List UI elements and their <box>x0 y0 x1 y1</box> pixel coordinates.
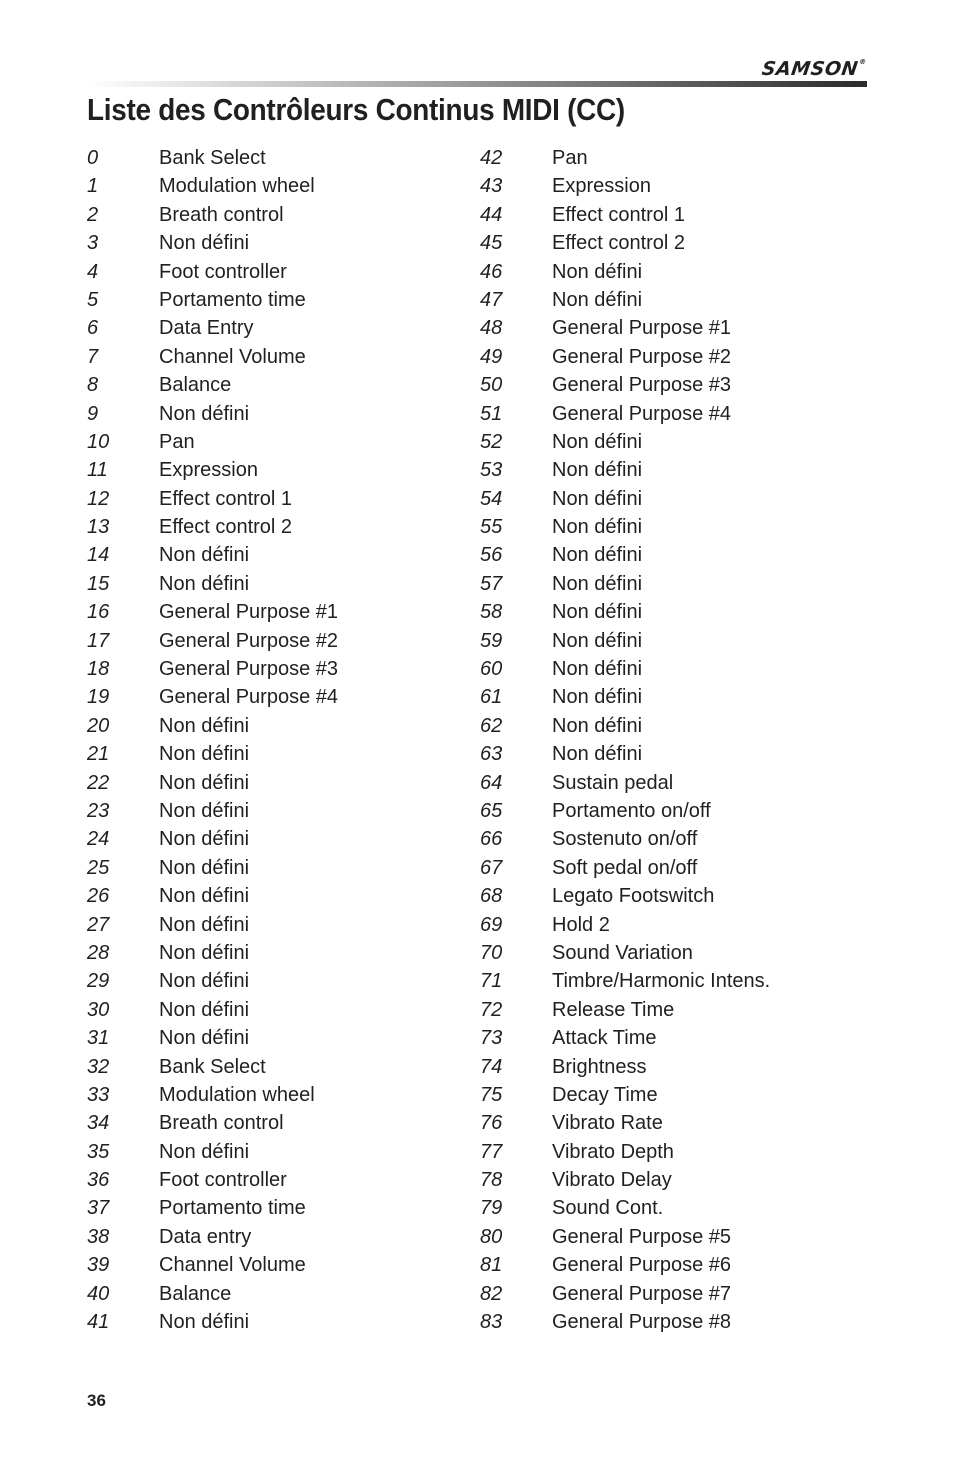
cc-number: 49 <box>480 345 503 368</box>
cc-row <box>87 1138 338 1166</box>
cc-name: General Purpose #1 <box>159 601 339 624</box>
cc-number: 26 <box>87 885 110 908</box>
cc-row <box>480 1053 770 1081</box>
cc-row <box>480 541 770 569</box>
cc-name: Non défini <box>159 828 250 851</box>
cc-number: 1 <box>87 175 99 198</box>
cc-number: 27 <box>87 913 110 936</box>
cc-number: 12 <box>87 487 110 510</box>
cc-name: Non défini <box>552 288 643 311</box>
cc-number: 38 <box>87 1225 110 1248</box>
cc-name: Non défini <box>552 487 643 510</box>
cc-name: Foot controller <box>159 1169 287 1192</box>
cc-row <box>87 1109 338 1137</box>
cc-row <box>87 854 338 882</box>
cc-number: 11 <box>87 459 108 482</box>
cc-name: General Purpose #3 <box>552 374 732 397</box>
cc-name: Non défini <box>159 544 250 567</box>
cc-name: Vibrato Delay <box>552 1169 672 1192</box>
cc-row <box>480 939 770 967</box>
cc-name: Effect control 1 <box>159 487 293 510</box>
cc-row <box>480 1081 770 1109</box>
cc-number: 56 <box>480 544 503 567</box>
cc-number: 9 <box>87 402 99 425</box>
cc-row <box>480 1280 770 1308</box>
cc-row <box>480 229 770 257</box>
cc-name: Vibrato Rate <box>552 1112 663 1135</box>
cc-name: Channel Volume <box>159 1254 306 1277</box>
cc-number: 29 <box>87 970 110 993</box>
cc-number: 55 <box>480 516 503 539</box>
cc-number: 44 <box>480 203 503 226</box>
cc-number: 16 <box>87 601 110 624</box>
cc-row <box>87 513 338 541</box>
cc-name: Non défini <box>159 771 250 794</box>
cc-number: 43 <box>480 175 503 198</box>
cc-name: Modulation wheel <box>159 175 315 198</box>
cc-row <box>480 627 770 655</box>
cc-name: Modulation wheel <box>159 1083 315 1106</box>
cc-row <box>87 627 338 655</box>
cc-number: 36 <box>87 1169 110 1192</box>
cc-name: Portamento time <box>159 288 306 311</box>
cc-name: Pan <box>159 430 195 453</box>
cc-number: 28 <box>87 941 110 964</box>
cc-name: Non défini <box>159 913 250 936</box>
cc-row <box>87 343 338 371</box>
cc-row <box>87 485 338 513</box>
cc-row <box>480 258 770 286</box>
cc-name: Non défini <box>552 260 643 283</box>
cc-name: Non défini <box>552 714 643 737</box>
cc-name: Non défini <box>159 1311 250 1334</box>
cc-number: 50 <box>480 374 503 397</box>
cc-row <box>87 456 338 484</box>
cc-number: 2 <box>87 203 99 226</box>
cc-name: General Purpose #1 <box>552 317 732 340</box>
cc-number: 51 <box>480 402 503 425</box>
cc-name: Non défini <box>552 658 643 681</box>
cc-number: 58 <box>480 601 503 624</box>
cc-number: 65 <box>480 799 503 822</box>
cc-number: 8 <box>87 374 99 397</box>
cc-name: Data entry <box>159 1225 252 1248</box>
cc-name: Non défini <box>552 601 643 624</box>
cc-row <box>480 570 770 598</box>
cc-name: Brightness <box>552 1055 647 1078</box>
cc-name: Non défini <box>159 998 250 1021</box>
cc-name: Non défini <box>552 459 643 482</box>
cc-row <box>480 882 770 910</box>
cc-row <box>480 854 770 882</box>
cc-row <box>87 598 338 626</box>
cc-number: 60 <box>480 658 503 681</box>
cc-name: Non défini <box>159 743 250 766</box>
cc-list-right <box>480 144 770 1336</box>
cc-number: 32 <box>87 1055 110 1078</box>
cc-name: Effect control 2 <box>552 232 686 255</box>
cc-number: 45 <box>480 232 503 255</box>
cc-row <box>87 939 338 967</box>
cc-row <box>480 911 770 939</box>
cc-number: 66 <box>480 828 503 851</box>
cc-name: Channel Volume <box>159 345 306 368</box>
header-rule <box>87 81 867 87</box>
cc-row <box>480 172 770 200</box>
cc-number: 23 <box>87 799 110 822</box>
cc-number: 57 <box>480 572 503 595</box>
cc-name: Non défini <box>159 1027 250 1050</box>
cc-number: 3 <box>87 232 99 255</box>
cc-name: Non défini <box>159 402 250 425</box>
cc-number: 71 <box>480 970 503 993</box>
cc-row <box>480 343 770 371</box>
cc-row <box>87 797 338 825</box>
cc-row <box>87 371 338 399</box>
cc-row <box>480 314 770 342</box>
cc-row <box>480 967 770 995</box>
cc-name: Non défini <box>552 430 643 453</box>
cc-row <box>87 882 338 910</box>
cc-row <box>480 371 770 399</box>
cc-number: 20 <box>87 714 110 737</box>
cc-row <box>480 1024 770 1052</box>
cc-name: Non défini <box>159 572 250 595</box>
cc-row <box>87 1308 338 1336</box>
cc-name: Hold 2 <box>552 913 610 936</box>
cc-number: 78 <box>480 1169 503 1192</box>
cc-row <box>87 1194 338 1222</box>
cc-name: General Purpose #7 <box>552 1282 732 1305</box>
cc-name: General Purpose #8 <box>552 1311 732 1334</box>
brand-logo <box>761 58 868 80</box>
cc-row <box>480 513 770 541</box>
cc-number: 34 <box>87 1112 110 1135</box>
cc-name: Non défini <box>159 1140 250 1163</box>
cc-row <box>480 1166 770 1194</box>
brand-text: SAMSON <box>760 58 861 80</box>
cc-name: Foot controller <box>159 260 287 283</box>
cc-number: 7 <box>87 345 99 368</box>
cc-number: 4 <box>87 260 99 283</box>
cc-name: Sustain pedal <box>552 771 674 794</box>
cc-number: 80 <box>480 1225 503 1248</box>
cc-number: 5 <box>87 288 99 311</box>
cc-number: 76 <box>480 1112 503 1135</box>
cc-name: Non défini <box>159 714 250 737</box>
cc-number: 69 <box>480 913 503 936</box>
cc-number: 30 <box>87 998 110 1021</box>
cc-name: Bank Select <box>159 1055 266 1078</box>
cc-number: 70 <box>480 941 503 964</box>
cc-name: General Purpose #2 <box>159 629 339 652</box>
cc-number: 24 <box>87 828 110 851</box>
cc-number: 47 <box>480 288 503 311</box>
cc-row <box>480 286 770 314</box>
cc-number: 72 <box>480 998 503 1021</box>
cc-name: Non défini <box>552 572 643 595</box>
cc-name: Breath control <box>159 1112 284 1135</box>
cc-row <box>87 740 338 768</box>
cc-name: Non défini <box>159 232 250 255</box>
cc-number: 83 <box>480 1311 503 1334</box>
cc-row <box>480 740 770 768</box>
cc-number: 75 <box>480 1083 503 1106</box>
cc-number: 39 <box>87 1254 110 1277</box>
brand-mark: ® <box>858 58 868 66</box>
cc-name: Effect control 1 <box>552 203 686 226</box>
cc-list-left <box>87 144 338 1336</box>
cc-name: Non défini <box>552 544 643 567</box>
cc-name: Balance <box>159 1282 232 1305</box>
cc-name: Timbre/Harmonic Intens. <box>552 970 771 993</box>
cc-name: General Purpose #6 <box>552 1254 732 1277</box>
cc-row <box>87 1053 338 1081</box>
cc-number: 81 <box>480 1254 503 1277</box>
cc-number: 33 <box>87 1083 110 1106</box>
cc-number: 64 <box>480 771 503 794</box>
cc-row <box>480 1308 770 1336</box>
cc-row <box>87 314 338 342</box>
cc-row <box>87 201 338 229</box>
cc-number: 6 <box>87 317 99 340</box>
cc-name: Non défini <box>159 885 250 908</box>
cc-row <box>480 400 770 428</box>
cc-row <box>87 400 338 428</box>
cc-row <box>87 172 338 200</box>
cc-number: 35 <box>87 1140 110 1163</box>
cc-number: 19 <box>87 686 110 709</box>
cc-row <box>480 456 770 484</box>
cc-name: Breath control <box>159 203 284 226</box>
cc-row <box>87 229 338 257</box>
cc-number: 68 <box>480 885 503 908</box>
cc-number: 18 <box>87 658 110 681</box>
cc-row <box>480 1223 770 1251</box>
cc-name: Expression <box>552 175 651 198</box>
cc-name: Sound Cont. <box>552 1197 664 1220</box>
cc-number: 54 <box>480 487 503 510</box>
cc-row <box>480 797 770 825</box>
cc-row <box>480 825 770 853</box>
cc-name: Expression <box>159 459 258 482</box>
cc-row <box>480 1109 770 1137</box>
cc-row <box>87 712 338 740</box>
cc-name: General Purpose #4 <box>159 686 339 709</box>
cc-number: 52 <box>480 430 503 453</box>
cc-name: Non défini <box>159 970 250 993</box>
cc-name: Non défini <box>552 743 643 766</box>
cc-row <box>480 683 770 711</box>
cc-number: 22 <box>87 771 110 794</box>
cc-row <box>480 769 770 797</box>
cc-number: 48 <box>480 317 503 340</box>
cc-name: Balance <box>159 374 232 397</box>
cc-number: 77 <box>480 1140 503 1163</box>
cc-row <box>480 428 770 456</box>
cc-row <box>480 485 770 513</box>
cc-row <box>480 144 770 172</box>
cc-number: 79 <box>480 1197 503 1220</box>
cc-number: 82 <box>480 1282 503 1305</box>
cc-number: 53 <box>480 459 503 482</box>
cc-name: Sound Variation <box>552 941 693 964</box>
cc-name: Effect control 2 <box>159 516 293 539</box>
cc-row <box>87 655 338 683</box>
cc-name: General Purpose #5 <box>552 1225 732 1248</box>
cc-row <box>87 1081 338 1109</box>
cc-row <box>87 825 338 853</box>
cc-name: Bank Select <box>159 147 266 169</box>
cc-number: 10 <box>87 430 110 453</box>
cc-row <box>87 286 338 314</box>
cc-number: 59 <box>480 629 503 652</box>
cc-number: 74 <box>480 1055 503 1078</box>
cc-name: Non défini <box>159 941 250 964</box>
cc-name: Portamento time <box>159 1197 306 1220</box>
cc-name: Decay Time <box>552 1083 658 1106</box>
cc-name: Non défini <box>159 856 250 879</box>
cc-row <box>480 1138 770 1166</box>
cc-row <box>87 258 338 286</box>
cc-number: 61 <box>480 686 503 709</box>
cc-number: 73 <box>480 1027 503 1050</box>
cc-name: General Purpose #4 <box>552 402 732 425</box>
cc-row <box>87 769 338 797</box>
cc-number: 62 <box>480 714 503 737</box>
cc-number: 42 <box>480 147 503 169</box>
cc-number: 37 <box>87 1197 110 1220</box>
cc-row <box>87 144 338 172</box>
cc-name: Vibrato Depth <box>552 1140 674 1163</box>
cc-name: Data Entry <box>159 317 254 340</box>
cc-row <box>87 570 338 598</box>
cc-number: 41 <box>87 1311 110 1334</box>
cc-number: 14 <box>87 544 110 567</box>
cc-row <box>480 712 770 740</box>
cc-name: Sostenuto on/off <box>552 828 698 851</box>
cc-number: 25 <box>87 856 110 879</box>
cc-row <box>480 1251 770 1279</box>
cc-name: Legato Footswitch <box>552 885 715 908</box>
page-number: 36 <box>87 1391 106 1410</box>
cc-row <box>87 428 338 456</box>
cc-row <box>87 1251 338 1279</box>
cc-row <box>87 1280 338 1308</box>
cc-row <box>87 967 338 995</box>
cc-name: Portamento on/off <box>552 799 711 822</box>
cc-name: Non défini <box>159 799 250 822</box>
cc-number: 21 <box>87 743 110 766</box>
cc-number: 67 <box>480 856 503 879</box>
cc-row <box>87 683 338 711</box>
cc-number: 0 <box>87 147 99 169</box>
cc-row <box>480 1194 770 1222</box>
cc-name: Non défini <box>552 629 643 652</box>
page-title: Liste des Contrôleurs Continus MIDI (CC) <box>87 92 625 127</box>
cc-number: 46 <box>480 260 503 283</box>
cc-number: 40 <box>87 1282 110 1305</box>
cc-number: 13 <box>87 516 110 539</box>
cc-name: Release Time <box>552 998 675 1021</box>
cc-number: 31 <box>87 1027 110 1050</box>
cc-name: Pan <box>552 147 588 169</box>
cc-row <box>87 1223 338 1251</box>
cc-name: Soft pedal on/off <box>552 856 698 879</box>
cc-row <box>87 996 338 1024</box>
cc-name: Attack Time <box>552 1027 657 1050</box>
cc-number: 15 <box>87 572 110 595</box>
cc-name: General Purpose #2 <box>552 345 732 368</box>
cc-row <box>480 598 770 626</box>
cc-name: Non défini <box>552 516 643 539</box>
cc-row <box>87 911 338 939</box>
cc-number: 63 <box>480 743 503 766</box>
cc-number: 17 <box>87 629 110 652</box>
cc-row <box>87 1166 338 1194</box>
cc-name: Non défini <box>552 686 643 709</box>
cc-row <box>480 201 770 229</box>
cc-name: General Purpose #3 <box>159 658 339 681</box>
cc-row <box>87 541 338 569</box>
cc-row <box>480 996 770 1024</box>
cc-row <box>480 655 770 683</box>
cc-row <box>87 1024 338 1052</box>
